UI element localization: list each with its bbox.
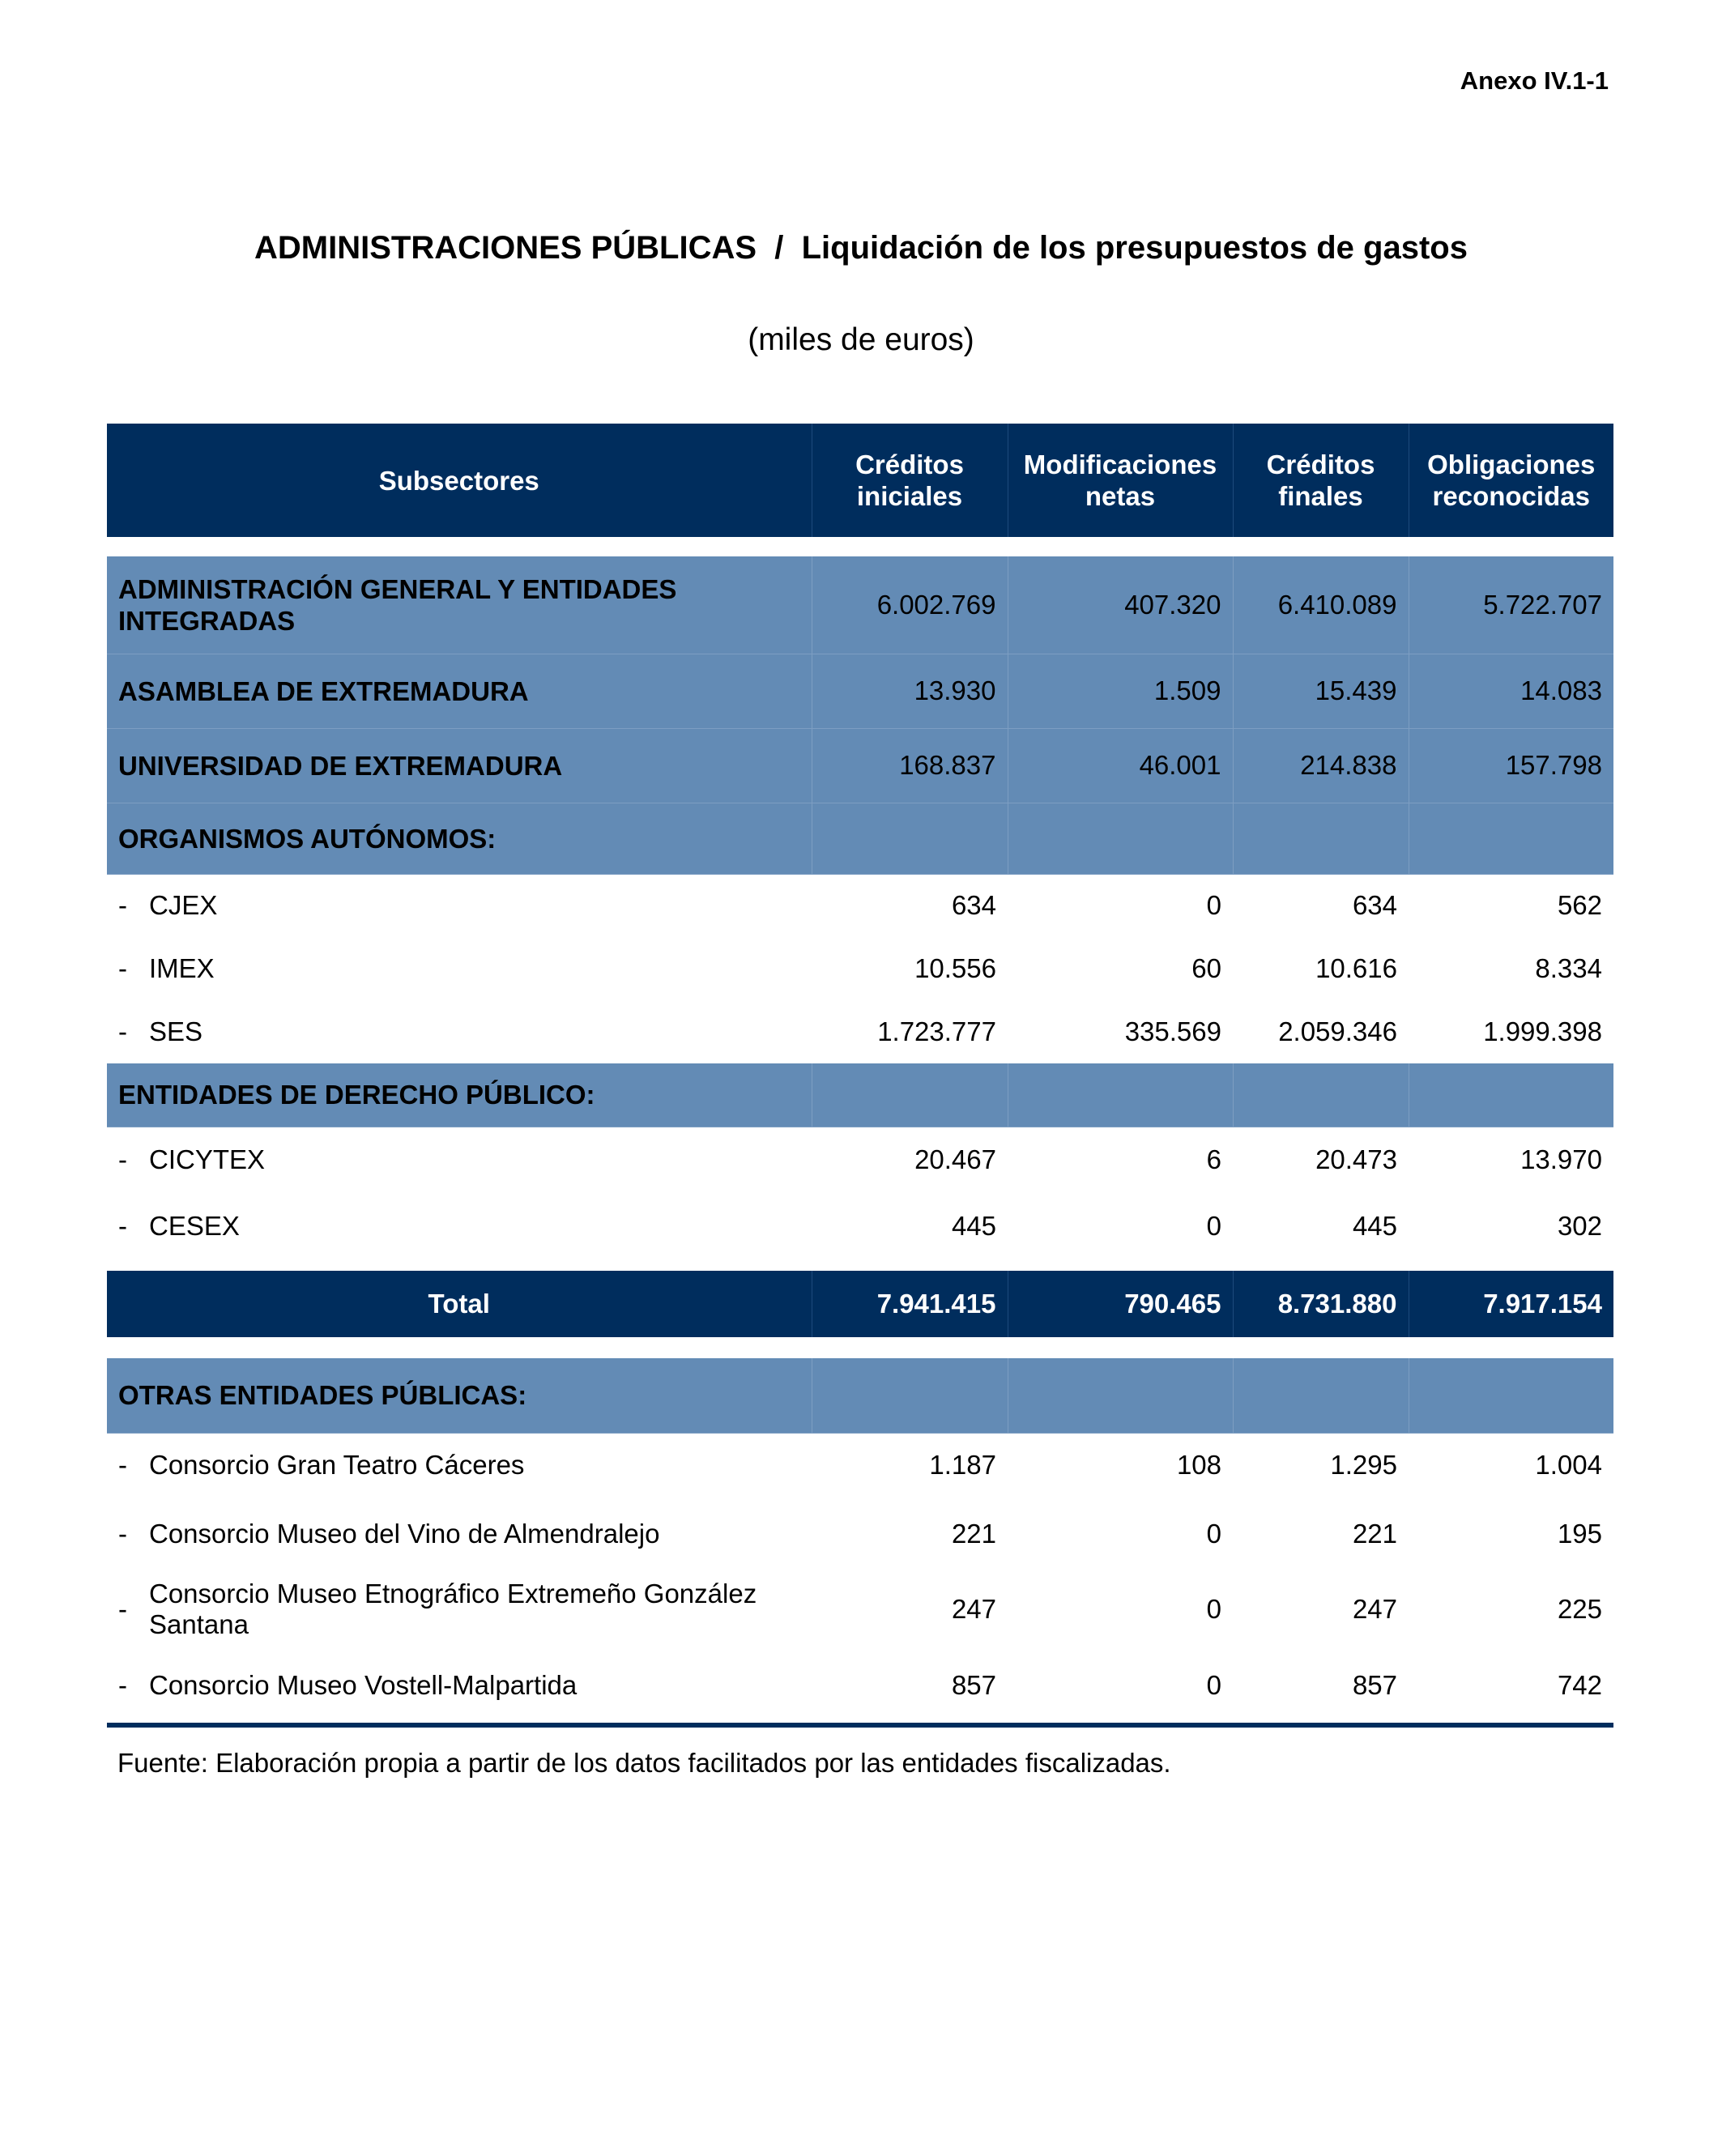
cell-value: 1.723.777	[812, 1000, 1008, 1063]
cell-value: 247	[1233, 1570, 1409, 1648]
table-row	[107, 874, 1613, 937]
cell-value: 195	[1409, 1498, 1613, 1570]
cell-value: 60	[1008, 937, 1233, 1000]
total-row	[107, 1271, 1613, 1337]
section-row-entidades	[107, 1063, 1613, 1127]
cell-value: 6.002.769	[812, 556, 1008, 654]
cell-value: 8.334	[1409, 937, 1613, 1000]
row-label: - Consorcio Museo del Vino de Almendralejo	[107, 1498, 812, 1570]
cell-value: 634	[1233, 874, 1409, 937]
cell-value: 790.465	[1008, 1271, 1233, 1337]
table-row	[107, 1570, 1613, 1648]
cell-value: 2.059.346	[1233, 1000, 1409, 1063]
cell-value: 0	[1008, 874, 1233, 937]
row-label: UNIVERSIDAD DE EXTREMADURA	[107, 728, 812, 803]
row-label: - CJEX	[107, 874, 812, 937]
cell-value: 10.556	[812, 937, 1008, 1000]
cell-value: 108	[1008, 1433, 1233, 1498]
annex-label: Anexo IV.1-1	[1460, 66, 1609, 95]
row-label: ASAMBLEA DE EXTREMADURA	[107, 654, 812, 728]
cell-value: 168.837	[812, 728, 1008, 803]
source-note: Fuente: Elaboración propia a partir de los datos facilitados por las entidades fiscalizadas.	[117, 1748, 1171, 1778]
cell-value: 6.410.089	[1233, 556, 1409, 654]
table-row	[107, 556, 1613, 654]
cell-value: 445	[1233, 1193, 1409, 1259]
cell-value: 157.798	[1409, 728, 1613, 803]
cell-value: 335.569	[1008, 1000, 1233, 1063]
cell-value: 857	[1233, 1648, 1409, 1723]
table-header-row	[107, 424, 1613, 537]
cell-value: 1.187	[812, 1433, 1008, 1498]
cell-value: 562	[1409, 874, 1613, 937]
table-bottom-rule	[107, 1723, 1613, 1728]
section-row-otras	[107, 1358, 1613, 1433]
cell-value: 14.083	[1409, 654, 1613, 728]
cell-value: 15.439	[1233, 654, 1409, 728]
cell-value: 302	[1409, 1193, 1613, 1259]
cell-value: 445	[812, 1193, 1008, 1259]
cell-value: 7.917.154	[1409, 1271, 1613, 1337]
table-row	[107, 1000, 1613, 1063]
cell-value: 214.838	[1233, 728, 1409, 803]
cell-value: 221	[1233, 1498, 1409, 1570]
cell-value: 5.722.707	[1409, 556, 1613, 654]
table-row	[107, 937, 1613, 1000]
cell-value: 742	[1409, 1648, 1613, 1723]
row-label: ADMINISTRACIÓN GENERAL Y ENTIDADES INTEGRADAS	[107, 556, 812, 654]
cell-value: 7.941.415	[812, 1271, 1008, 1337]
cell-value: 0	[1008, 1498, 1233, 1570]
table-row	[107, 1127, 1613, 1193]
table-row	[107, 1433, 1613, 1498]
cell-value: 1.509	[1008, 654, 1233, 728]
cell-value: 0	[1008, 1570, 1233, 1648]
cell-value: 13.930	[812, 654, 1008, 728]
cell-value: 225	[1409, 1570, 1613, 1648]
cell-value: 1.004	[1409, 1433, 1613, 1498]
cell-value: 407.320	[1008, 556, 1233, 654]
table-row	[107, 1193, 1613, 1259]
cell-value: 857	[812, 1648, 1008, 1723]
section-label: ORGANISMOS AUTÓNOMOS:	[107, 803, 812, 874]
cell-value: 13.970	[1409, 1127, 1613, 1193]
row-label: - Consorcio Museo Etnográfico Extremeño González Santana	[107, 1570, 812, 1648]
section-label: OTRAS ENTIDADES PÚBLICAS:	[107, 1358, 812, 1433]
row-label: - IMEX	[107, 937, 812, 1000]
header-obligaciones-reconocidas: Obligaciones reconocidas	[1409, 424, 1613, 537]
cell-value: 20.473	[1233, 1127, 1409, 1193]
section-label: ENTIDADES DE DERECHO PÚBLICO:	[107, 1063, 812, 1127]
header-creditos-iniciales: Créditos iniciales	[812, 424, 1008, 537]
total-label: Total	[107, 1271, 812, 1337]
row-label: - CESEX	[107, 1193, 812, 1259]
cell-value: 1.999.398	[1409, 1000, 1613, 1063]
cell-value: 0	[1008, 1648, 1233, 1723]
cell-value: 10.616	[1233, 937, 1409, 1000]
cell-value: 221	[812, 1498, 1008, 1570]
budget-table	[107, 424, 1613, 1728]
page-subtitle: (miles de euros)	[748, 322, 974, 357]
cell-value: 634	[812, 874, 1008, 937]
table-row	[107, 654, 1613, 728]
row-label: - SES	[107, 1000, 812, 1063]
cell-value: 247	[812, 1570, 1008, 1648]
header-modificaciones-netas: Modificaciones netas	[1008, 424, 1233, 537]
row-label: - Consorcio Gran Teatro Cáceres	[107, 1433, 812, 1498]
cell-value: 46.001	[1008, 728, 1233, 803]
cell-value: 0	[1008, 1193, 1233, 1259]
header-creditos-finales: Créditos finales	[1233, 424, 1409, 537]
row-label: - CICYTEX	[107, 1127, 812, 1193]
table-row	[107, 1498, 1613, 1570]
cell-value: 6	[1008, 1127, 1233, 1193]
row-label: - Consorcio Museo Vostell-Malpartida	[107, 1648, 812, 1723]
cell-value: 20.467	[812, 1127, 1008, 1193]
table-row	[107, 728, 1613, 803]
section-row-organismos	[107, 803, 1613, 874]
header-subsectores: Subsectores	[107, 424, 812, 537]
cell-value: 1.295	[1233, 1433, 1409, 1498]
page-title: ADMINISTRACIONES PÚBLICAS / Liquidación de los presupuestos de gastos	[254, 230, 1468, 266]
table-row	[107, 1648, 1613, 1723]
cell-value: 8.731.880	[1233, 1271, 1409, 1337]
